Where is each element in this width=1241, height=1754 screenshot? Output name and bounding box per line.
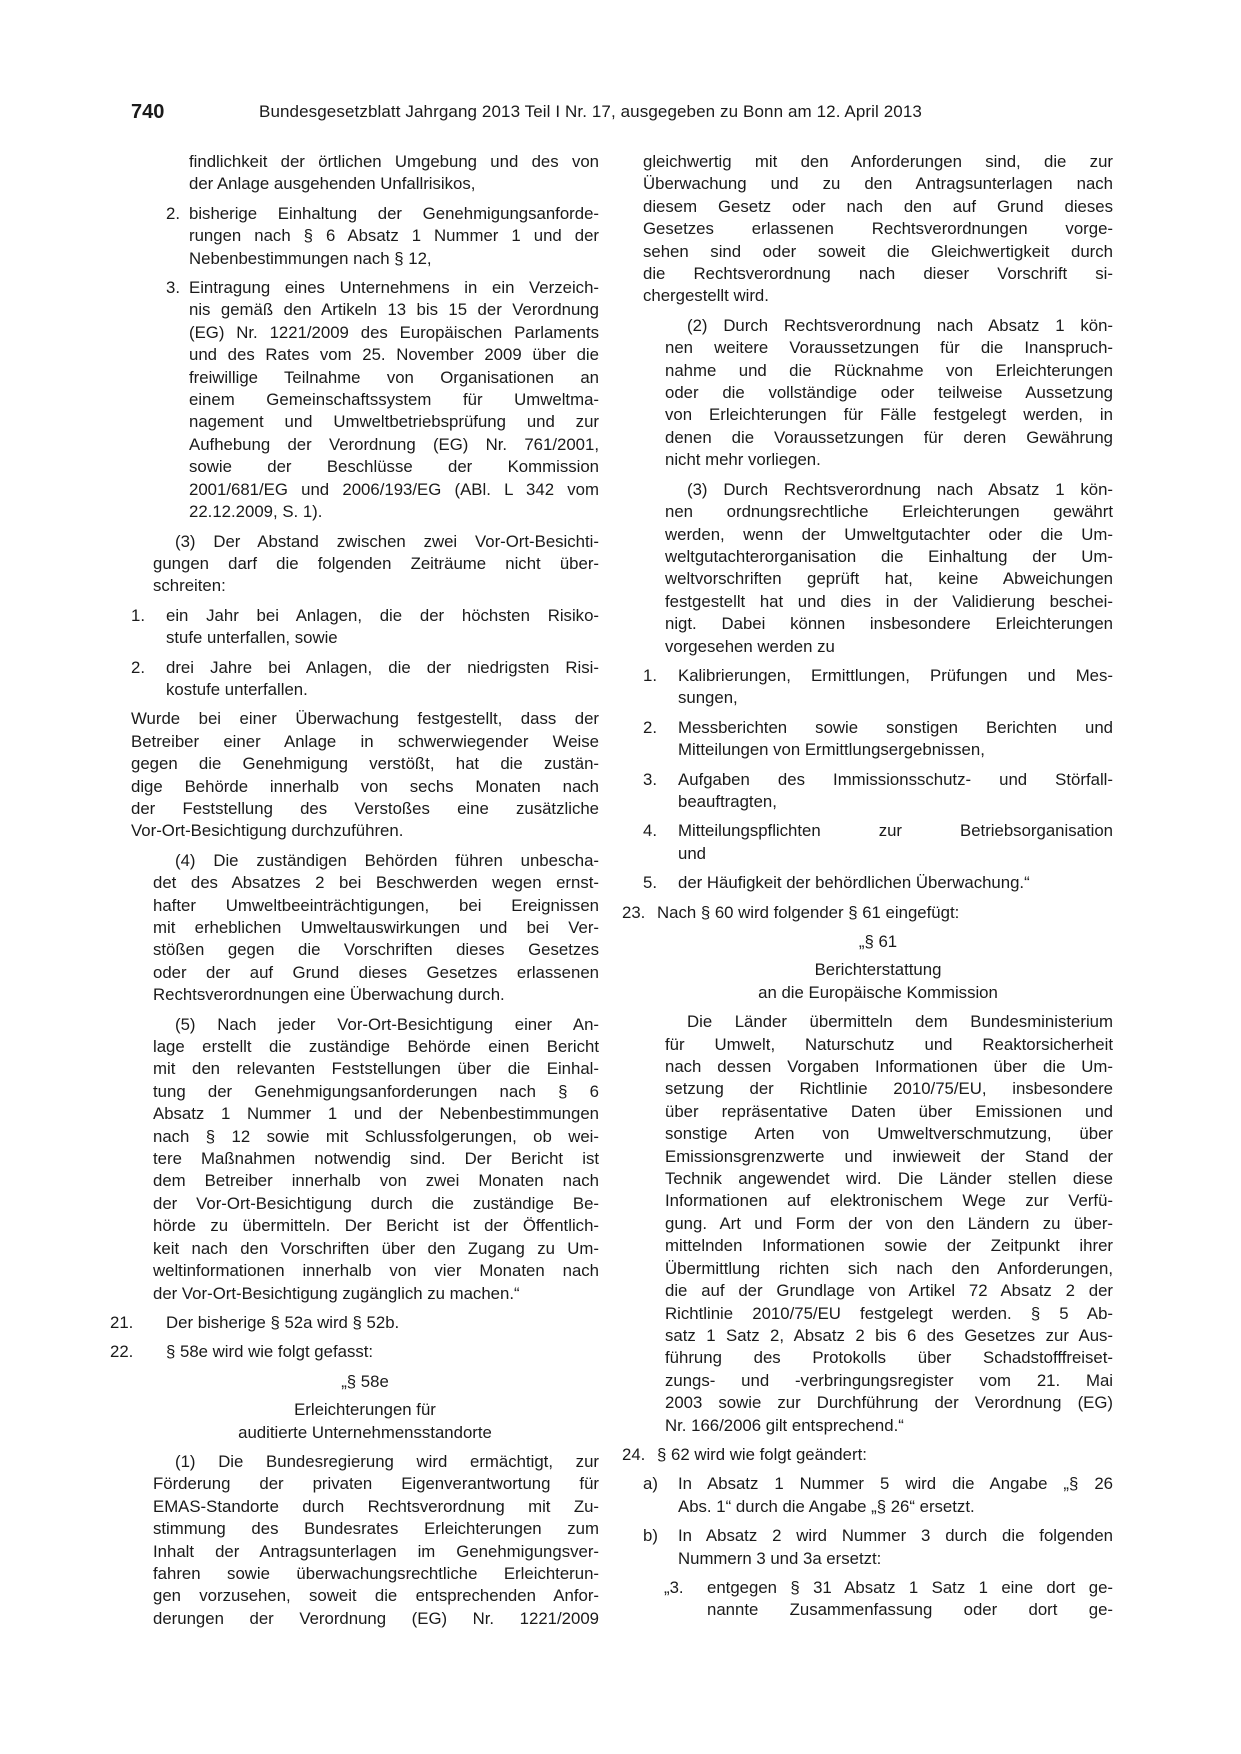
text-line: tere Maßnahmen notwendig sind. Der Bericht ist [153,1149,599,1169]
text-line: det des Absatzes 2 bei Beschwerden wegen ernst- [153,873,599,893]
amendment-text: Der bisherige § 52a wird § 52b. [166,1312,400,1332]
text-line: sonstige Arten von Umweltverschmutzung, über [665,1124,1113,1144]
text-line: denen die Voraussetzungen für deren Gewährung [665,427,1113,447]
text-line: Nummern 3 und 3a ersetzt: [678,1548,882,1568]
text-line: der Vor-Ort-Besichtigung zugänglich zu machen.“ [153,1283,520,1303]
section-heading-58e [131,1371,599,1444]
text-line: und des Rates vom 25. November 2009 über die [189,345,599,365]
amendment-text: § 62 wird wie folgt geändert: [657,1444,867,1464]
text-line: die auf der Grundlage von Artikel 72 Absatz 2 der [665,1281,1113,1301]
section-title: an die Europäische Kommission [758,982,998,1002]
text-line: mittelnden Informationen sowie der Zeitpunkt ihrer [665,1236,1113,1256]
item-number: 1. [643,665,657,685]
text-line: lage erstellt die zuständige Behörde einen Bericht [153,1037,599,1057]
text-line: führung des Protokolls über Schadstofffreiset- [665,1348,1113,1368]
paragraph-abs2 [643,315,1113,472]
amendment-23 [622,902,1113,924]
text-line: Übermittlung richten sich nach den Anforderungen, [665,1258,1113,1278]
text-line: zungs- und -verbringungsregister vom 21. Mai [665,1370,1113,1390]
text-line: stößen gegen die Vorschriften dieses Gesetzes [153,940,599,960]
text-line: nen weitere Voraussetzungen für die Inanspruch- [665,338,1113,358]
text-line: (4) Die zuständigen Behörden führen unbescha- [175,850,599,870]
text-line: Absatz 1 Nummer 1 und der Nebenbestimmungen [153,1104,599,1124]
text-line: gungen darf die folgenden Zeiträume nicht über- [153,553,599,573]
text-line: über repräsentative Daten über Emissionen und [665,1101,1113,1121]
item-number: 24. [622,1444,646,1464]
text-line: werden, wenn der Umweltgutachter oder die Um- [665,524,1113,544]
text-line: 22.12.2009, S. 1). [189,502,323,522]
text-line: stufe unterfallen, sowie [166,628,338,648]
text-line: nigt. Dabei können insbesondere Erleichterungen [665,614,1113,634]
text-line: weltgutachterorganisation die Einhaltung der Um- [665,546,1113,566]
item-number: 2. [643,717,657,737]
text-line: mit erheblichen Umweltauswirkungen und bei Ver- [153,918,599,937]
text-line: beauftragten, [678,791,777,811]
text-line: mit den relevanten Feststellungen über die Einhal- [153,1059,599,1079]
text-line: (1) Die Bundesregierung wird ermächtigt, zur [175,1451,599,1471]
text-line: tung der Genehmigungsanforderungen nach § 6 [153,1081,599,1101]
text-line: entgegen § 31 Absatz 1 Satz 1 eine dort ge- [707,1577,1113,1597]
text-line: diesem Gesetz oder nach den auf Grund dieses [643,196,1113,216]
text-line: Informationen auf elektronischem Wege zur Verfü- [665,1191,1113,1211]
text-line: und [678,843,706,863]
text-line: Abs. 1“ durch die Angabe „§ 26“ ersetzt. [678,1496,975,1516]
running-head: Bundesgesetzblatt Jahrgang 2013 Teil I Nr. 17, ausgegeben zu Bonn am 12. April 2013 [259,102,922,121]
item-number: 3. [643,769,657,789]
text-line: stimmung des Bundesrates Erleichterungen zum [153,1519,599,1539]
paragraph-continuation [643,151,1113,308]
list-item [643,717,1113,762]
list-item [131,657,599,702]
list-item-continuation [131,151,599,196]
text-line: Kalibrierungen, Ermittlungen, Prüfungen und Mes- [678,665,1113,685]
text-line: Inhalt der Antragsunterlagen im Genehmigungsver- [153,1541,599,1561]
text-line: dige Behörde innerhalb von sechs Monaten nach [131,776,599,796]
text-line: Aufgaben des Immissionsschutz- und Störfall- [678,769,1113,789]
list-item [643,665,1113,710]
item-number: 1. [131,605,145,625]
text-line: In Absatz 2 wird Nummer 3 durch die folgenden [678,1526,1113,1546]
item-number: 3. [166,278,180,298]
text-line: hörde zu übermitteln. Der Bericht ist der Öffentlich- [153,1216,599,1236]
list-item [643,872,1113,894]
text-line: nagement und Umweltbetriebsprüfung und zur [189,412,599,432]
text-line: nicht mehr vorliegen. [665,450,821,470]
text-line: (EG) Nr. 1221/2009 des Europäischen Parlaments [189,322,599,342]
text-line: gen vorzusehen, soweit die entsprechenden Anfor- [153,1586,599,1606]
text-line: freiwillige Teilnahme von Organisationen an [189,367,599,387]
text-line: nach § 12 sowie mit Schlussfolgerungen, ob wei- [153,1126,599,1146]
text-line: satz 1 Satz 2, Absatz 2 bis 6 des Gesetzes zur Aus- [665,1325,1113,1345]
text-line: kostufe unterfallen. [166,679,308,699]
item-number: 5. [643,873,657,893]
list-item [131,277,599,523]
list-item [643,820,1113,865]
list-item [131,203,599,270]
text-line: gung. Art und Form der von den Ländern zu über- [665,1213,1113,1233]
section-number: „§ 58e [341,1371,389,1391]
text-line: der Häufigkeit der behördlichen Überwachung.“ [678,873,1030,893]
text-line: Mitteilungen von Ermittlungsergebnissen, [678,740,985,760]
paragraph-abs3 [131,531,599,598]
page-header [131,101,1111,127]
text-line: Rechtsverordnungen eine Überwachung durch. [153,985,505,1005]
section-heading-61 [643,931,1113,1004]
item-number: 22. [110,1342,134,1362]
text-line: Vor-Ort-Besichtigung durchzuführen. [131,821,404,841]
text-line: der Feststellung des Verstoßes eine zusätzliche [131,798,599,818]
text-line: derungen der Verordnung (EG) Nr. 1221/2009 [153,1608,599,1628]
text-line: Überwachung und zu den Antragsunterlagen nach [643,174,1113,194]
text-line: Eintragung eines Unternehmens in ein Verzeich- [189,278,599,298]
item-letter: b) [643,1526,658,1546]
item-number: 21. [110,1312,134,1332]
text-line: ein Jahr bei Anlagen, die der höchsten Risiko- [166,605,599,625]
text-line: vorgesehen werden zu [665,636,835,656]
amendment-text: § 58e wird wie folgt gefasst: [166,1342,374,1362]
amendment-24 [622,1444,1113,1466]
amendment-22 [110,1341,599,1363]
text-line: der Anlage ausgehenden Unfallrisikos, [189,174,476,194]
text-line: von Erleichterungen für Fälle festgelegt werden, in [665,405,1113,425]
text-line: für Umwelt, Naturschutz und Reaktorsicherheit [665,1034,1113,1054]
text-line: sowie der Beschlüsse der Kommission [189,457,599,477]
text-line: hafter Umweltbeeinträchtigungen, bei Ereignissen [153,895,599,915]
text-line: gleichwertig mit den Anforderungen sind, die zur [643,152,1113,171]
text-line: Förderung der privaten Eigenverantwortung für [153,1474,599,1494]
text-line: (3) Durch Rechtsverordnung nach Absatz 1 kön- [687,479,1113,499]
text-line: (3) Der Abstand zwischen zwei Vor-Ort-Besichti- [175,531,599,551]
text-line: schreiten: [153,576,226,596]
text-line: dem Betreiber innerhalb von zwei Monaten nach [153,1171,599,1191]
text-line: Betreiber einer Anlage in schwerwiegender Weise [131,731,599,751]
paragraph-abs4 [131,850,599,1007]
text-line: nach dessen Vorgaben Informationen über die Um- [665,1057,1113,1077]
text-line: weltvorschriften geprüft hat, keine Abweichungen [665,569,1113,589]
right-column [622,151,1113,1629]
text-line: nis gemäß den Artikeln 13 bis 15 der Verordnung [189,300,599,320]
list-item [131,605,599,650]
text-line: 2003 sowie zur Durchführung der Verordnung (EG) [665,1393,1113,1413]
list-item-a [643,1473,1113,1518]
paragraph-61 [643,1011,1113,1437]
text-line: (2) Durch Rechtsverordnung nach Absatz 1 kön- [687,315,1113,335]
section-title: Berichterstattung [814,960,942,980]
paragraph-58e-abs1 [131,1451,599,1630]
text-line: chergestellt wird. [643,286,769,306]
text-line: festgestellt hat und dies in der Validierung beschei- [665,591,1113,611]
text-line: bisherige Einhaltung der Genehmigungsanforde- [189,203,599,223]
text-line: einem Gemeinschaftssystem für Umweltma- [189,390,599,410]
text-line: Aufhebung der Verordnung (EG) Nr. 761/2001, [189,434,599,454]
text-line: drei Jahre bei Anlagen, die der niedrigsten Risi- [166,657,599,677]
page-number: 740 [131,101,165,123]
text-line: nannte Zusammenfassung oder dort ge- [707,1600,1113,1620]
text-line: Technik angewendet wird. Die Länder stellen diese [665,1169,1113,1189]
list-item-b [643,1525,1113,1570]
text-line: der Vor-Ort-Besichtigung durch die zuständige Be- [153,1193,599,1213]
amendment-text: Nach § 60 wird folgender § 61 eingefügt: [657,902,960,922]
text-line: In Absatz 1 Nummer 5 wird die Angabe „§ 26 [678,1474,1113,1494]
section-number: „§ 61 [858,932,898,951]
text-line: oder der auf Grund dieses Gesetzes erlassenen [153,962,599,982]
item-number: 2. [166,203,180,223]
text-line: 2001/681/EG und 2006/193/EG (ABl. L 342 vom [189,479,599,499]
section-title: auditierte Unternehmensstandorte [238,1422,492,1442]
text-line: oder die vollständige oder teilweise Aussetzung [665,383,1113,403]
text-line: nahme und die Rücknahme von Erleichterungen [665,360,1113,380]
list-item-b3 [643,1577,1113,1622]
text-line: EMAS-Standorte durch Rechtsverordnung mit Zu- [153,1496,599,1516]
item-number: 4. [643,821,657,841]
amendment-21 [110,1312,599,1334]
paragraph-abs3 [643,479,1113,658]
text-line: nen ordnungsrechtliche Erleichterungen gewährt [665,502,1113,522]
text-line: sungen, [678,688,738,708]
text-line: Nebenbestimmungen nach § 12, [189,248,432,268]
text-line: (5) Nach jeder Vor-Ort-Besichtigung einer An- [175,1014,599,1034]
text-line: Mitteilungspflichten zur Betriebsorganisation [678,821,1113,841]
item-number: 23. [622,902,646,922]
item-number: 2. [131,657,145,677]
text-line: Wurde bei einer Überwachung festgestellt, dass der [131,709,599,729]
left-column [110,151,599,1637]
text-line: rungen nach § 6 Absatz 1 Nummer 1 und der [189,226,599,246]
text-line: keit nach den Vorschriften über den Zugang zu Um- [153,1238,599,1258]
paragraph-abs3-tail [131,708,599,842]
text-line: die Rechtsverordnung nach dieser Vorschrift si- [643,264,1113,284]
text-line: gegen die Genehmigung verstößt, hat die zustän- [131,754,599,774]
text-line: sehen sind oder soweit die Gleichwertigkeit durch [643,241,1113,261]
text-line: fahren sowie überwachungsrechtliche Erleichterun- [153,1563,599,1583]
list-item [643,769,1113,814]
text-line: Nr. 166/2006 gilt entsprechend.“ [665,1415,904,1435]
section-title: Erleichterungen für [294,1400,436,1420]
text-line: Messberichten sowie sonstigen Berichten und [678,717,1113,737]
text-line: Die Länder übermitteln dem Bundesministerium [687,1012,1113,1032]
item-letter: a) [643,1474,658,1494]
text-line: Richtlinie 2010/75/EU festgelegt werden. § 5 Ab- [665,1303,1113,1323]
text-line: Gesetzes erlassenen Rechtsverordnungen vorge- [643,219,1113,239]
text-line: setzung der Richtlinie 2010/75/EU, insbesondere [665,1079,1113,1099]
text-line: findlichkeit der örtlichen Umgebung und des von [189,152,599,171]
text-line: Emissionsgrenzwerte und inwieweit der Stand der [665,1146,1113,1166]
text-line: weltinformationen innerhalb von vier Monaten nach [153,1261,599,1281]
paragraph-abs5 [131,1014,599,1305]
item-number: „3. [664,1577,684,1597]
